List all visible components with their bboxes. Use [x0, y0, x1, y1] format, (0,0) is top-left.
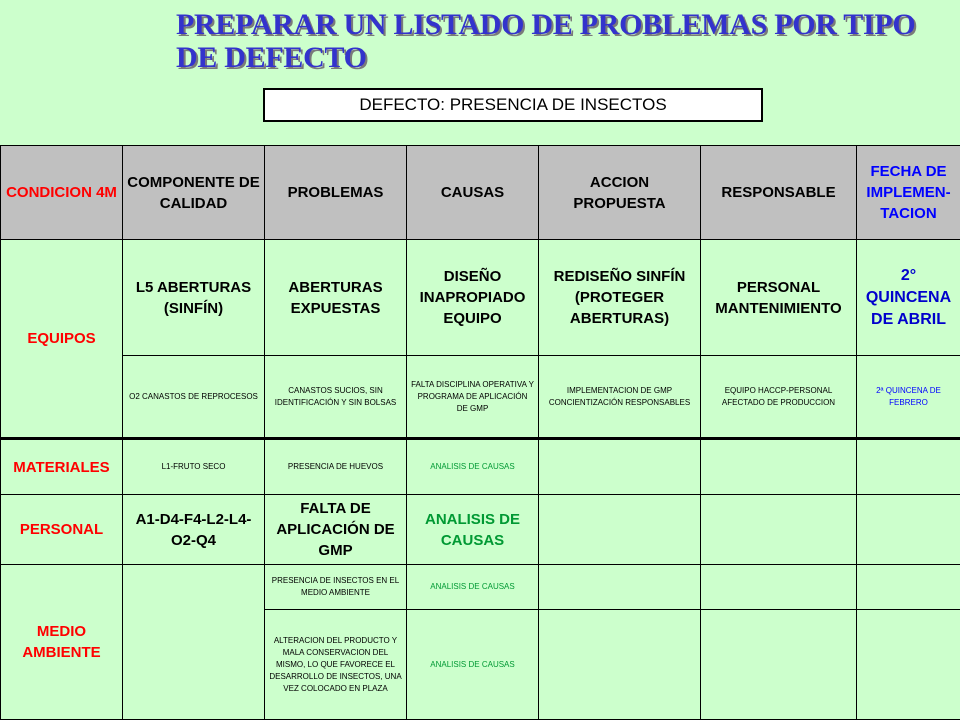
table-row	[1, 565, 960, 610]
page-title: PREPARAR UN LISTADO DE PROBLEMAS POR TIPO DE DEFECTO	[176, 8, 916, 74]
condition-materiales: MATERIALES	[1, 439, 123, 495]
cell-causa: ANALISIS DE CAUSAS	[407, 495, 539, 565]
header-accion: ACCION PROPUESTA	[539, 146, 701, 240]
header-responsable: RESPONSABLE	[701, 146, 857, 240]
cell-responsable	[701, 610, 857, 720]
cell-componente: L1-FRUTO SECO	[123, 439, 265, 495]
cell-fecha: 2ª QUINCENA DE FEBRERO	[857, 356, 960, 439]
cell-causa: DISEÑO INAPROPIADO EQUIPO	[407, 240, 539, 356]
cell-fecha	[857, 610, 960, 720]
cell-accion	[539, 495, 701, 565]
cell-accion	[539, 565, 701, 610]
cell-causa: ANALISIS DE CAUSAS	[407, 610, 539, 720]
condition-medio-ambiente: MEDIO AMBIENTE	[1, 565, 123, 720]
cell-causa: ANALISIS DE CAUSAS	[407, 565, 539, 610]
condition-personal: PERSONAL	[1, 495, 123, 565]
cell-problema: ALTERACION DEL PRODUCTO Y MALA CONSERVACION DEL MISMO, LO QUE FAVORECE EL DESARROLLO DE INSECTOS, UNA VEZ COLOCADO EN PLAZA	[265, 610, 407, 720]
cell-componente: A1-D4-F4-L2-L4-O2-Q4	[123, 495, 265, 565]
cell-fecha	[857, 565, 960, 610]
cell-responsable	[701, 495, 857, 565]
cell-componente	[123, 565, 265, 720]
cell-fecha	[857, 495, 960, 565]
defect-label: DEFECTO: PRESENCIA DE INSECTOS	[263, 88, 763, 122]
cell-problema: PRESENCIA DE INSECTOS EN EL MEDIO AMBIENTE	[265, 565, 407, 610]
header-row	[1, 146, 960, 240]
header-componente: COMPONENTE DE CALIDAD	[123, 146, 265, 240]
cell-accion: IMPLEMENTACION DE GMP CONCIENTIZACIÓN RESPONSABLES	[539, 356, 701, 439]
cell-responsable: PERSONAL MANTENIMIENTO	[701, 240, 857, 356]
header-causas: CAUSAS	[407, 146, 539, 240]
cell-problema: ABERTURAS EXPUESTAS	[265, 240, 407, 356]
cell-causa: ANALISIS DE CAUSAS	[407, 439, 539, 495]
cell-componente: L5 ABERTURAS (SINFÍN)	[123, 240, 265, 356]
table-row	[1, 356, 960, 439]
problem-table	[0, 145, 960, 720]
cell-problema: CANASTOS SUCIOS, SIN IDENTIFICACIÓN Y SIN BOLSAS	[265, 356, 407, 439]
cell-responsable: EQUIPO HACCP-PERSONAL AFECTADO DE PRODUCCION	[701, 356, 857, 439]
cell-accion: REDISEÑO SINFÍN (PROTEGER ABERTURAS)	[539, 240, 701, 356]
cell-problema: FALTA DE APLICACIÓN DE GMP	[265, 495, 407, 565]
condition-equipos: EQUIPOS	[1, 240, 123, 439]
table-row	[1, 240, 960, 356]
cell-accion	[539, 610, 701, 720]
cell-fecha: 2° QUINCENA DE ABRIL	[857, 240, 960, 356]
cell-componente: O2 CANASTOS DE REPROCESOS	[123, 356, 265, 439]
header-condicion: CONDICION 4M	[1, 146, 123, 240]
cell-fecha	[857, 439, 960, 495]
cell-responsable	[701, 439, 857, 495]
table-row	[1, 495, 960, 565]
header-fecha: FECHA DE IMPLEMEN-TACION	[857, 146, 960, 240]
header-problemas: PROBLEMAS	[265, 146, 407, 240]
cell-causa: FALTA DISCIPLINA OPERATIVA Y PROGRAMA DE APLICACIÓN DE GMP	[407, 356, 539, 439]
cell-problema: PRESENCIA DE HUEVOS	[265, 439, 407, 495]
table-row	[1, 439, 960, 495]
cell-responsable	[701, 565, 857, 610]
cell-accion	[539, 439, 701, 495]
